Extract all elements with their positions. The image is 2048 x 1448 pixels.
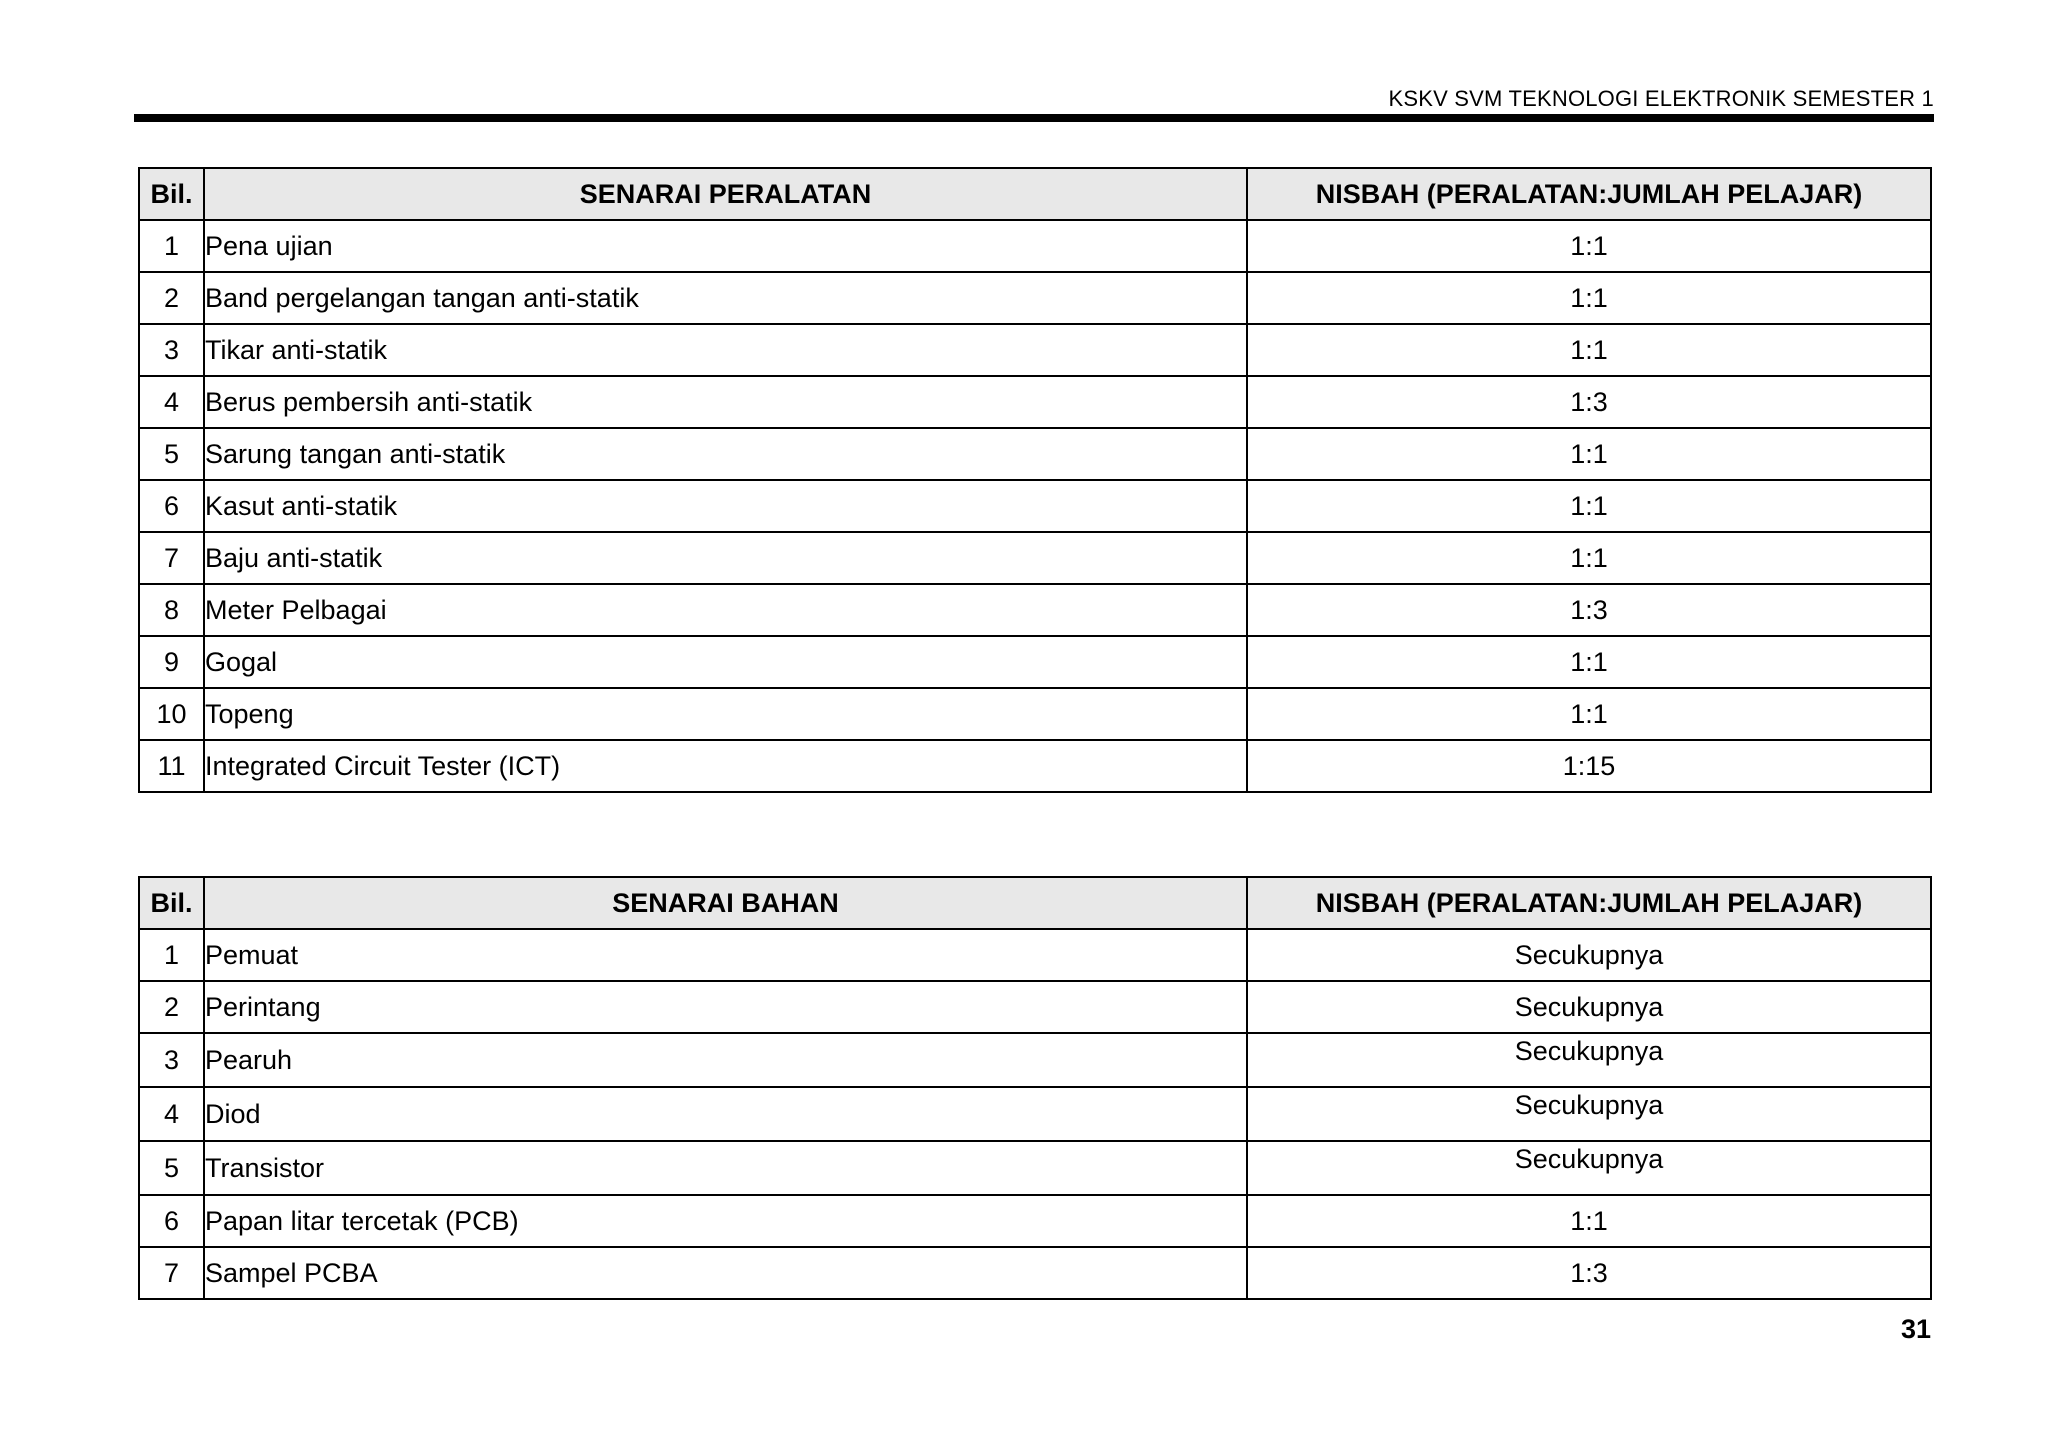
ratio-value: 1:1 [1247,220,1931,272]
column-header-equipment-list: SENARAI PERALATAN [204,168,1247,220]
row-number: 7 [139,1247,204,1299]
table-row [139,1195,1931,1247]
material-name: Pemuat [204,929,1247,981]
ratio-value: 1:1 [1247,688,1931,740]
material-name: Sampel PCBA [204,1247,1247,1299]
table-row [139,220,1931,272]
row-number: 8 [139,584,204,636]
row-number: 3 [139,324,204,376]
material-name: Papan litar tercetak (PCB) [204,1195,1247,1247]
row-number: 9 [139,636,204,688]
table-row [139,1033,1931,1087]
row-number: 1 [139,929,204,981]
equipment-name: Band pergelangan tangan anti-statik [204,272,1247,324]
equipment-name: Integrated Circuit Tester (ICT) [204,740,1247,792]
ratio-value: Secukupnya [1247,1087,1931,1141]
equipment-name: Tikar anti-statik [204,324,1247,376]
row-number: 5 [139,428,204,480]
row-number: 6 [139,1195,204,1247]
material-name: Pearuh [204,1033,1247,1087]
equipment-name: Baju anti-statik [204,532,1247,584]
column-header-ratio: NISBAH (PERALATAN:JUMLAH PELAJAR) [1247,877,1931,929]
equipment-name: Meter Pelbagai [204,584,1247,636]
row-number: 1 [139,220,204,272]
row-number: 4 [139,376,204,428]
table-row [139,584,1931,636]
material-name: Perintang [204,981,1247,1033]
equipment-table [138,167,1932,793]
row-number: 7 [139,532,204,584]
table-row [139,740,1931,792]
row-number: 10 [139,688,204,740]
material-name: Transistor [204,1141,1247,1195]
ratio-value: Secukupnya [1247,929,1931,981]
table-row [139,480,1931,532]
equipment-name: Gogal [204,636,1247,688]
row-number: 4 [139,1087,204,1141]
equipment-name: Berus pembersih anti-statik [204,376,1247,428]
ratio-value: Secukupnya [1247,1033,1931,1087]
equipment-name: Kasut anti-statik [204,480,1247,532]
table-row [139,929,1931,981]
ratio-value: 1:1 [1247,636,1931,688]
ratio-value: 1:3 [1247,1247,1931,1299]
table-row [139,324,1931,376]
table-header-row [139,877,1931,929]
ratio-value: 1:1 [1247,324,1931,376]
table-header-row [139,168,1931,220]
equipment-name: Pena ujian [204,220,1247,272]
ratio-value: 1:3 [1247,584,1931,636]
table-row [139,688,1931,740]
ratio-value: 1:3 [1247,376,1931,428]
row-number: 6 [139,480,204,532]
row-number: 2 [139,981,204,1033]
page-number: 31 [1900,1314,1931,1344]
ratio-value: 1:15 [1247,740,1931,792]
equipment-name: Topeng [204,688,1247,740]
ratio-value: 1:1 [1247,1195,1931,1247]
materials-table [138,876,1932,1300]
column-header-bil: Bil. [139,168,204,220]
ratio-value: 1:1 [1247,428,1931,480]
column-header-ratio: NISBAH (PERALATAN:JUMLAH PELAJAR) [1247,168,1931,220]
column-header-materials-list: SENARAI BAHAN [204,877,1247,929]
equipment-name: Sarung tangan anti-statik [204,428,1247,480]
table-row [139,376,1931,428]
row-number: 2 [139,272,204,324]
row-number: 3 [139,1033,204,1087]
document-header: KSKV SVM TEKNOLOGI ELEKTRONIK SEMESTER 1 [1388,86,1934,111]
table-row [139,1141,1931,1195]
table-row [139,981,1931,1033]
table-row [139,532,1931,584]
table-row [139,636,1931,688]
ratio-value: Secukupnya [1247,981,1931,1033]
ratio-value: Secukupnya [1247,1141,1931,1195]
table-row [139,1247,1931,1299]
table-row [139,1087,1931,1141]
ratio-value: 1:1 [1247,480,1931,532]
row-number: 5 [139,1141,204,1195]
ratio-value: 1:1 [1247,532,1931,584]
table-row [139,428,1931,480]
row-number: 11 [139,740,204,792]
ratio-value: 1:1 [1247,272,1931,324]
header-rule [134,114,1934,122]
material-name: Diod [204,1087,1247,1141]
column-header-bil: Bil. [139,877,204,929]
table-row [139,272,1931,324]
